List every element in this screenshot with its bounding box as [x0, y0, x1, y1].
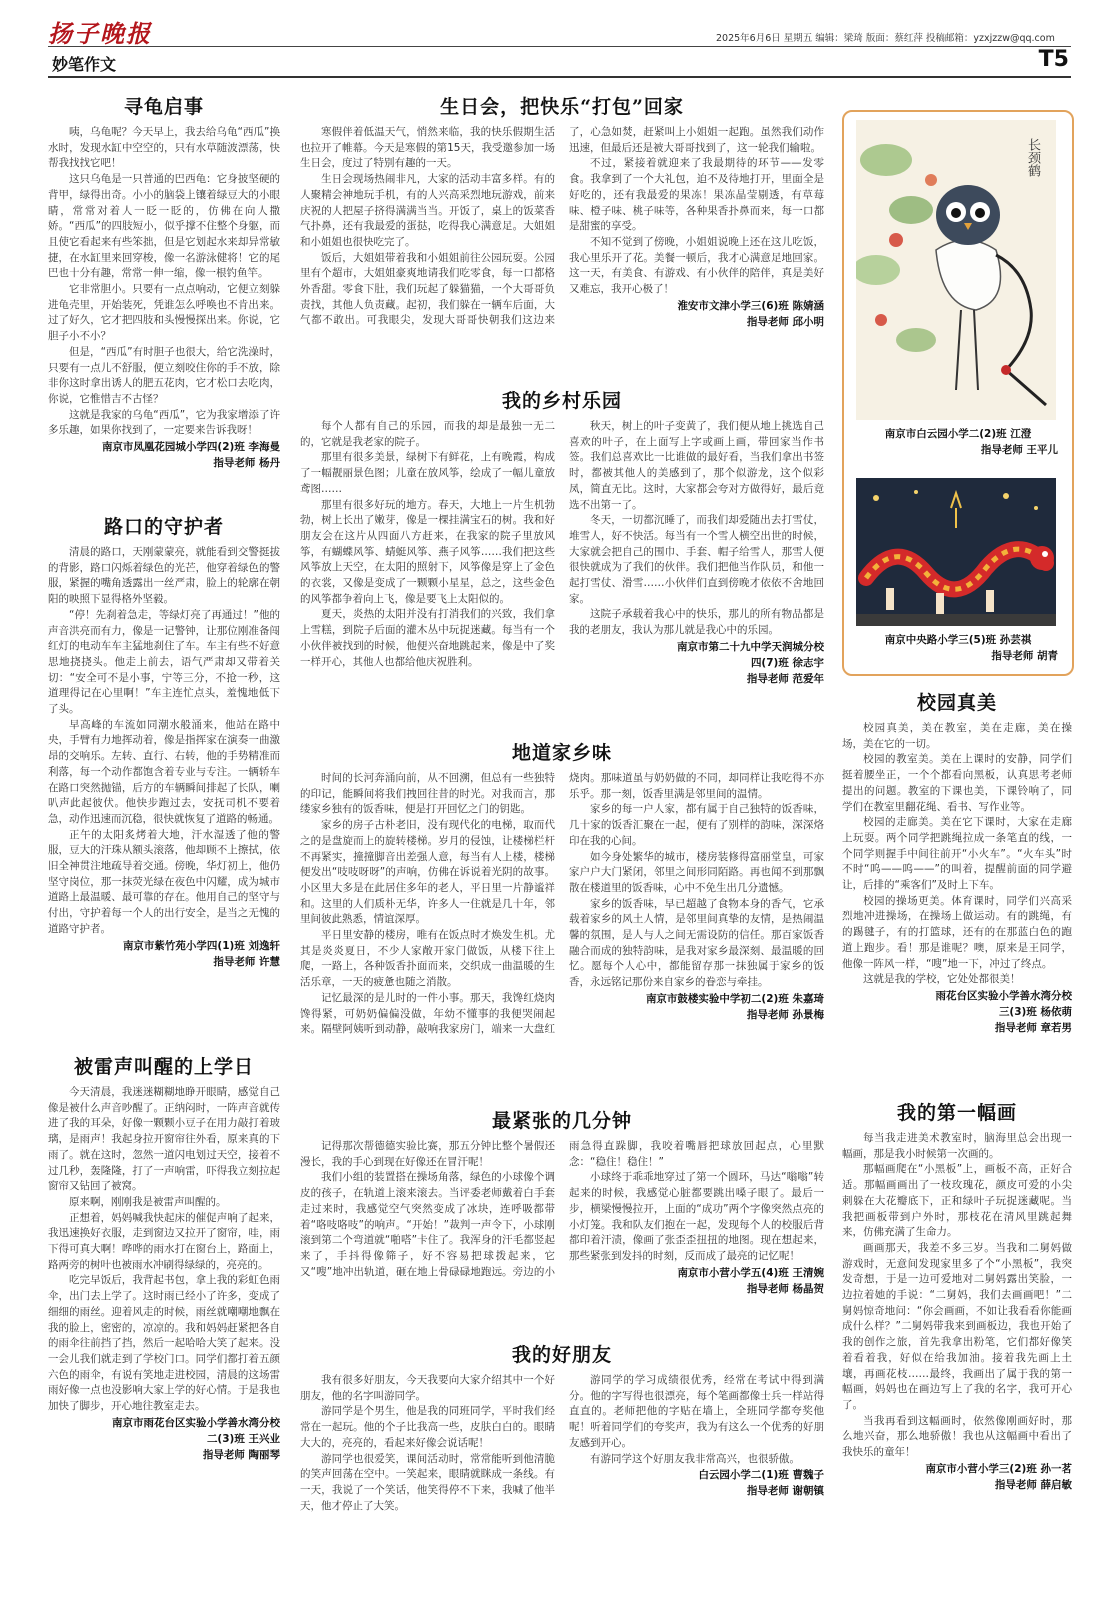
paragraph: 小球终于乖乖地穿过了第一个圆环，马达“嗡嗡”转起来的时候，我感觉心脏都要跳出嗓子眼了。最后一步，横梁慢慢拉开，上面的“成功”两个字像突然点亮的小灯笼。我和队友们抱在一起，发现每个人的校服后背都印着汗渍，像画了张歪歪扭扭的地图。现在想起来，那些紧张到发抖的时刻，反而成了最亮的记忆呢！	[569, 1171, 824, 1262]
painting-calligraphy: 长颈鹤	[1025, 138, 1040, 177]
header-rule	[48, 46, 1071, 47]
painting-teacher: 指导老师 胡青	[991, 650, 1058, 662]
paragraph: 生日会现场热闹非凡，大家的活动丰富多样。有的人聚精会神地玩手机，有的人兴高采烈地玩游戏，前来庆祝的人把屋子挤得满满当当。开饭了，桌上的饭菜香气扑鼻，还有我最爱的蛋挞，吃得我心满意足。大姐姐和小姐姐也很快吃完了。	[300, 173, 555, 248]
paragraph: 游同学的学习成绩很优秀，经常在考试中得到满分。他的字写得也很漂亮，每个笔画都像士兵一样站得直直的。老师把他的字贴在墙上，全班同学都夸奖他呢！听着同学们的夸奖声，我为有这么一个优秀的好朋友感到开心。	[569, 1374, 824, 1449]
author-line: 淮安市文津小学三(6)班 陈婧涵	[677, 299, 824, 312]
article-thunder-school-day	[48, 1052, 280, 1562]
article-village-paradise	[300, 386, 824, 718]
article-title: 校园真美	[916, 692, 997, 714]
paragraph: 但是，“西瓜”有时胆子也很大，给它洗澡时，只要有一点儿不舒服，便立刻咬住你的手不放，除非你这时拿出诱人的肥五花肉，它才松口去吃肉，你说，它惟惜吉不古怪？	[48, 345, 280, 405]
article-title: 被雷声叫醒的上学日	[73, 1056, 254, 1078]
masthead	[0, 0, 1113, 80]
painting-caption: 南京市白云园小学二(2)班 江澄	[884, 428, 1032, 440]
dragon-dance-art	[856, 478, 1056, 626]
author-line: 南京市凤凰花园城小学四(2)班 李海曼	[101, 441, 280, 454]
paragraph: 饭后，大姐姐带着我和小姐姐前往公园玩耍。公园里有个超市，大姐姐豪爽地请我们吃零食，每一口都格外香甜。零食下肚，我们玩起了躲猫猫，一个大哥哥负责找，其他人负责藏。起初，我们躲在一辆车后面，大气都不敢出。可我眼尖，发现大哥哥快朝我们这边来了，心急如焚，赶紧叫上小姐姐一起跑。虽然我们动作迅速，但最后还是被大哥哥找到了，这一轮我们输啦。	[300, 126, 824, 327]
paragraph: 这就是我的学校，它处处都很美！	[863, 973, 1021, 986]
article-tense-minutes	[300, 1106, 824, 1326]
paragraph: 家乡的房子古朴老旧，没有现代化的电梯，取而代之的是盘旋而上的旋转楼梯。岁月的侵蚀，让楼梯栏杆不再紧实，撞撞脚音出差强人意，每当有人上楼，楼梯便发出“吱吱呀呀”的声响，仿佛在诉说着光阴的故事。小区里大多是在此居住多年的老人，平日里一片静谧祥和。这里的人们质朴无华，许多人一住就是几十年，邻里间彼此熟悉，情谊深厚。	[300, 819, 555, 926]
article-body	[300, 1139, 824, 1297]
article-birthday-party	[300, 92, 824, 372]
paragraph: 校园的教室美。美在上课时的安静，同学们挺着腰坐正，一个个都看向黑板，认真思考老师提出的问题。教室的下课也美，下课铃响了，同学们在教室里翻花绳、看书、写作业等。	[842, 753, 1072, 813]
teacher-line: 指导老师 薛启敏	[994, 1478, 1072, 1491]
paragraph: 每当我走进美术教室时，脑海里总会出现一幅画，那是我小时候第一次画的。	[842, 1132, 1072, 1160]
paragraph: 正午的太阳炙烤着大地，汗水湿透了他的警服，豆大的汗珠从额头滚落，他却顾不上擦拭，依旧全神贯注地疏导着交通。傍晚，华灯初上，他仍坚守岗位，那一抹荧光绿在夜色中闪耀，成为城市道路上最温暖、最可靠的存在。他用自己的坚守与付出，守护着每一个人的出行安全，是当之无愧的道路守护者。	[48, 828, 280, 935]
author-line: 南京市鼓楼实验中学初二(2)班 朱嘉琦	[645, 992, 824, 1005]
paragraph: 冬天，一切都沉睡了，而我们却爱随出去打雪仗，堆雪人，好不快活。每当有一个雪人横空出世的时候，大家就会把自己的围巾、手套、帽子给雪人，那雪人便很快就成为了我们的伙伴。我们把他当作队员，和他一起打雪仗、滑雪……小伙伴们直到傍晚才依依不舍地回家。	[569, 514, 824, 605]
author-line: 三(3)班 杨依萌	[998, 1005, 1072, 1018]
paragraph: 不知不觉到了傍晚，小姐姐说晚上还在这儿吃饭，我心里乐开了花。美餐一顿后，我才心满意足地回家。这一天，有美食、有游戏、有小伙伴的陪伴，真是美好又难忘，我开心极了！	[569, 235, 824, 296]
paragraph: 早高峰的车流如同潮水般涌来，他站在路中央，手臂有力地挥动着，像是指挥家在演奏一曲激昂的交响乐。左转、直行、右转，他的手势精准而利落，每一个动作都饱含着专业与专注。一辆轿车在路口突然抛锚，后方的车辆瞬间排起了长队，喇叭声此起彼伏。他快步跑过去，安抚司机不要着急，动作迅速而沉稳，很快就恢复了道路的畅通。	[48, 718, 280, 825]
section-title: 妙笔作文	[52, 55, 117, 74]
article-body	[48, 1085, 280, 1415]
teacher-line: 指导老师 许慧	[213, 955, 280, 968]
paragraph: 家乡的每一户人家，都有属于自己独特的饭香味，几十家的饭香汇聚在一起，便有了别样的韵味，深深烙印在我的心间。	[569, 803, 824, 847]
paragraph: 不过，紧接着就迎来了我最期待的环节——发零食。我拿到了一个大礼包，迫不及待地打开，里面全是好吃的，还有我最爱的果冻！果冻晶莹剔透，有草莓味、橙子味、桃子味等，各种果香扑鼻而来，每一口都是甜蜜的享受。	[569, 157, 824, 233]
paragraph: 每个人都有自己的乐园，而我的却是最独一无二的，它就是我老家的院子。	[300, 420, 555, 448]
article-body	[842, 721, 1072, 988]
painting-caption: 南京中央路小学三(5)班 孙芸祺	[884, 634, 1032, 646]
paragraph: 我们小组的装置搭在操场角落，绿色的小球像个调皮的孩子，在轨道上滚来滚去。当评委老师戴着白手套走过来时，我感觉空气突然变成了冰块，连呼吸都带着“咯吱咯吱”的响声。“开始！”裁判一声令下，小球刚滚到第二个弯道就“啪嗒”卡住了。我浑身的汗毛都竖起来了，手抖得像筛子，好不容易把球拨起来，它又“嗖”地冲出轨道，砸在地上骨碌碌地跑远。旁边的小雨急得直跺脚，我咬着嘴唇把球放回起点，心里默念：“稳住！稳住！”	[300, 1140, 824, 1278]
drawing-gallery	[842, 110, 1074, 676]
date-editor-line: 2025年6月6日 星期五 编辑：梁琦 版面：蔡红萍 投稿邮箱：yzxjzzw@qq.com	[716, 33, 1055, 44]
newspaper-logo: 扬子晚报	[48, 19, 152, 48]
article-body	[300, 125, 824, 330]
teacher-line: 指导老师 陶丽琴	[202, 1448, 280, 1461]
article-crossing-guard	[48, 512, 280, 1042]
author-line: 南京市小营小学三(2)班 孙一茗	[925, 1462, 1072, 1475]
article-beautiful-campus	[842, 688, 1072, 1088]
header-rule-bold	[48, 76, 1071, 78]
school-line: 雨花台区实验小学善水湾分校	[935, 989, 1072, 1002]
article-find-turtle	[48, 92, 280, 502]
article-title: 我的第一幅画	[896, 1102, 1017, 1124]
article-first-painting	[842, 1098, 1072, 1568]
paragraph: 校园的操场更美。体育课时，同学们兴高采烈地冲进操场，在操场上做运动。有的跳绳，有的踢毽子，有的打篮球，还有的在那蓝白色的跑道上跑步。看！那是谁呢？噢，原来是王同学，他像一阵风一样，“嗖”地一下，冲过了终点。	[842, 894, 1072, 970]
author-line: 南京市小营小学五(4)班 王清婉	[677, 1266, 824, 1279]
article-body	[842, 1131, 1072, 1461]
author-line: 南京市紫竹苑小学四(1)班 刘逸轩	[122, 939, 280, 952]
page-number: T5	[1038, 47, 1069, 72]
teacher-line: 指导老师 谢朝镇	[746, 1485, 824, 1498]
dragon-dance-painting	[856, 478, 1056, 626]
article-title: 我的乡村乐园	[501, 390, 622, 412]
teacher-line: 指导老师 章若男	[994, 1021, 1072, 1034]
paragraph: 时间的长河奔涌向前，从不回溯，但总有一些独特的印记，能瞬间将我们拽回往昔的时光。对我而言，那缕家乡独有的饭香味，便是打开回忆之门的钥匙。	[300, 772, 555, 816]
article-title: 最紧张的几分钟	[491, 1110, 632, 1132]
paragraph: 这只乌龟是一只普通的巴西龟：它身披坚硬的背甲，绿得出奇。小小的脑袋上镶着绿豆大的小眼睛，常常对着人一眨一眨的，仿佛在向人撒娇。“西瓜”的四肢短小，似乎撑不住整个身躯，而且使它看起来有些笨拙，但是它划起水来却异常敏捷，在水缸里来回穿梭，像一名游泳健将！它的尾巴也十分有趣，常常一伸一缩，像一根钓鱼竿。	[48, 173, 280, 280]
paragraph: 那里有很多好玩的地方。春天，大地上一片生机勃勃，树上长出了嫩芽，像是一棵挂满宝石的树。我和好朋友会在这片从四面八方赶来，在我家的院子里放风筝，有蝴蝶风筝、蜻蜓风筝、燕子风筝……我们把这些风筝放上天空，在太阳的照射下，风筝像是穿上了金色的衣裳，又像是变成了一颗颗小星星，总之，这些金色的风筝都争着向上飞，像是要飞上太阳似的。	[300, 498, 555, 605]
school-line: 南京市第二十九中学天润城分校	[677, 640, 824, 653]
paragraph: 清晨的路口，天刚蒙蒙亮，就能看到交警挺拔的背影，路口闪烁着绿色的光芒，他穿着绿色的警服，紧握的嘴角透露出一丝严肃，脸上的轮廓在朝阳的映照下显得格外坚毅。	[48, 546, 280, 606]
author-line: 二(3)班 王兴业	[206, 1432, 280, 1445]
paragraph: 有游同学这个好朋友我非常高兴，也很骄傲。	[590, 1452, 800, 1465]
paragraph: 正想着，妈妈喊我快起床的催促声响了起来，我迅速换好衣服，走到窗边又拉开了窗帘，哇，雨下得可真大啊！哗哗的雨水打在窗台上，路面上，路两旁的树叶也被雨水冲刷得绿绿的，亮亮的。	[48, 1211, 280, 1271]
article-body	[300, 419, 824, 687]
paragraph: “停！先刹着急走，等绿灯亮了再通过！”他的声音洪亮而有力，像是一记警钟，让那位刚准备闯红灯的电动车车主猛地刹住了车。车主有些不好意思地挠挠头。他走上前去，语气严肃却又带着关切：“安全可不是小事，宁等三分，不抢一秒，这道理得记在心里啊！”车主连忙点头，羞愧地低下了头。	[48, 608, 280, 716]
teacher-line: 指导老师 杨丹	[213, 457, 280, 470]
school-line: 南京市雨花台区实验小学善水湾分校	[112, 1416, 280, 1429]
article-title: 寻龟启事	[123, 96, 204, 118]
paragraph: 记忆最深的是儿时的一件小事。那天，我馋红烧肉馋得紧，可奶奶偏偏没做，年幼不懂事的我便哭闹起来。隔壁阿姨听到动静，敲响我家房门，端来一大盘红烧肉。那味道虽与奶奶做的不同，却同样让我吃得不亦乐乎。那一刻，饭香里满是邻里间的温情。	[300, 772, 824, 1036]
paragraph: 这院子承载着我心中的快乐，那儿的所有物品都是我的老朋友，我认为那儿就是我心中的乐园。	[569, 608, 824, 637]
paragraph: 那幅画爬在“小黑板”上，画板不高，正好合适。那幅画画出了一枝玫瑰花，颜皮可爱的小尖刺躲在大花瓣底下，正和绿叶子玩捉迷藏呢。当我把画板带到户外时，那枝花在清风里跳起舞来，仿佛充满了生命力。	[842, 1163, 1072, 1239]
paragraph: 游同学是个男生，他是我的同班同学，平时我们经常在一起玩。他的个子比我高一些，皮肤白白的。眼睛大大的，亮亮的，看起来好像会说话呢！	[300, 1405, 555, 1449]
author-line: 白云园小学二(1)班 曹魏子	[698, 1469, 824, 1482]
paragraph: 我有很多好朋友，今天我要向大家介绍其中一个好朋友，他的名字叫游同学。	[300, 1374, 555, 1402]
paragraph: 平日里安静的楼房，唯有在饭点时才焕发生机。尤其是炎炎夏日，不少人家敞开家门做饭，从楼下往上爬，一路上，各种饭香扑面而来，交织成一曲温暖的生活乐章，一天的疲惫也随之消散。	[300, 929, 555, 989]
paragraph: 记得那次帮德德实验比赛，那五分钟比整个暑假还漫长，我的手心到现在好像还在冒汗呢！	[300, 1140, 555, 1168]
paragraph: 今天清晨，我迷迷糊糊地睁开眼睛，感觉自己像是被什么声音吵醒了。正纳闷时，一阵声音就传进了我的耳朵，好像一颗颗小豆子在用力敲打着玻璃，是雨声！我起身拉开窗帘往外看，原来真的下雨了。就在这时，忽然一道闪电划过天空，接着不过几秒，轰隆隆，打了一声响雷，吓得我立刻拉起窗帘又钻回了被窝。	[48, 1086, 280, 1193]
article-body	[48, 545, 280, 938]
paragraph: 当我再看到这幅画时，依然像刚画好时，那么地兴奋，那么地骄傲！我也从这幅画中看出了我快乐的童年！	[842, 1414, 1072, 1459]
paragraph: 家乡的饭香味，早已超越了食物本身的香气，它承载着家乡的风土人情，是邻里间真挚的友情，是热闹温馨的氛围，是人与人之间无需设防的信任。那百家饭香融合而成的独特韵味，是我对家乡最深刻、最温暖的回忆。愿每个人心中，都能留存那一抹独属于家乡的饭香，永远铭记那份来自家乡的眷恋与牵挂。	[569, 897, 824, 989]
paragraph: 秋天，树上的叶子变黄了，我们便从地上挑选自己喜欢的叶子，在上面写上字或画上画，带回家当作书签。我们总喜欢比一比谁做的最好看，当我们拿出书签时，都被其他人的美感到了，那个似游龙，这个似彩凤，简直无比。这时，大家都会夸对方做得好，最后竟选不出第一了。	[569, 420, 824, 511]
crane-painting	[856, 120, 1056, 420]
teacher-line: 指导老师 孙景梅	[746, 1008, 824, 1021]
paragraph: 画画那天，我差不多三岁。当我和二舅妈做游戏时，无意间发现家里多了个“小黑板”，我突发奇想，于是一边可爱地对二舅妈露出笑脸，一边拉着她的手说：“二舅妈，我们去画画吧！”二舅妈惊奇地问：“你会画画，不如让我看看你能画成什么样？”二舅妈带我来到画板边，我也开始了我的创作之旅，首先我拿出粉笔，它们都好像笑着看着我，好似在给我加油。接着我先画上土壤，再画花枝……最终，我画出了属于我的第一幅画，妈妈也在画边写上了我的名字，我可开心了。	[842, 1241, 1072, 1411]
paragraph: 吃完早饭后，我背起书包，拿上我的彩虹色雨伞，出门去上学了。这时雨已经小了许多，变成了细细的雨丝。迎着风走的时候，雨丝就嘲嘲地飘在我的脸上，密密的，凉凉的。我和妈妈赶紧把各自的雨伞往前挡了挡，然后一起哈哈大笑了起来。没一会儿我们就走到了学校门口。同学们都打着五颜六色的雨伞，有说有笑地走进校园，清晨的这场雷雨好像一点也没影响大家上学的好心情。于是我也加快了脚步，开心地往教室走去。	[48, 1274, 280, 1413]
teacher-line: 指导老师 邱小明	[746, 315, 824, 328]
paragraph: 这就是我家的乌龟“西瓜”，它为我家增添了许多乐趣，如果你找到了，一定要来告诉我呀！	[48, 408, 280, 437]
paragraph: 那里有很多美景，绿树下有鲜花，上有晚霞，构成了一幅靓丽景色图；儿童在放风筝，绘成了一幅儿童放鸢图……	[300, 451, 555, 495]
article-body	[300, 1373, 824, 1514]
painting-teacher: 指导老师 王平儿	[980, 444, 1058, 456]
paragraph: 游同学也很爱笑，课间活动时，常常能听到他清脆的笑声回荡在空中。一笑起来，眼睛就眯成一条线。有一天，我说了一个笑话，他笑得停不下来，我喊了他半天，他才停止了大笑。	[300, 1452, 555, 1512]
article-body	[300, 771, 824, 1038]
paragraph: 如今身处繁华的城市，楼房装修得富丽堂皇，可家家户户大门紧闭，邻里之间形同陌路。再也闻不到那飘散在楼道里的饭香味，心中不免生出几分遗憾。	[569, 850, 824, 894]
article-good-friend	[300, 1340, 824, 1570]
paragraph: 咦，乌龟呢？今天早上，我去给乌龟“西瓜”换水时，发现水缸中空空的，只有水草随波漂荡，快帮我找找它吧！	[48, 126, 280, 170]
teacher-line: 指导老师 杨晶贺	[746, 1282, 824, 1295]
article-title: 路口的守护者	[103, 516, 224, 538]
paragraph: 原来啊，刚刚我是被雷声叫醒的。	[69, 1195, 227, 1208]
teacher-line: 指导老师 范爱年	[746, 672, 824, 685]
paragraph: 校园真美，美在教室，美在走廊，美在操场，美在它的一切。	[842, 722, 1072, 750]
paragraph: 校园的走廊美。美在它下课时，大家在走廊上玩耍。两个同学把跳绳拉成一条笔直的线，一个同学则握手中间往前开“小火车”。“火车头”时不时“呜——呜——”的叫着，提醒前面的同学避让，后排的“乘客们”及时上下车。	[842, 816, 1072, 892]
article-title: 地道家乡味	[511, 742, 612, 764]
article-hometown-flavor	[300, 738, 824, 1088]
paragraph: 寒假伴着低温天气，悄然来临，我的快乐假期生活也拉开了帷幕。今天是寒假的第15天，我受邀参加一场生日会，度过了特别有趣的一天。	[300, 126, 555, 170]
paragraph: 它非常胆小。只要有一点点响动，它便立刻躲进龟壳里，开始装死，凭谁怎么呼唤也不肯出来。过了好久，它才把四肢和头慢慢探出来。你说，它胆子小不小？	[48, 283, 280, 343]
article-body	[48, 125, 280, 439]
article-title: 生日会，把快乐“打包”回家	[440, 96, 684, 118]
article-title: 我的好朋友	[511, 1344, 612, 1366]
author-line: 四(7)班 徐志宇	[750, 656, 824, 669]
paragraph: 夏天，炎热的太阳并没有打消我们的兴致，我们拿上雪糕，到院子后面的灌木丛中玩捉迷藏。每当有一个小伙伴被找到的时候，他便兴奋地跳起来，像是中了奖一样开心，其他人也都给他庆祝胜利。	[300, 608, 555, 668]
